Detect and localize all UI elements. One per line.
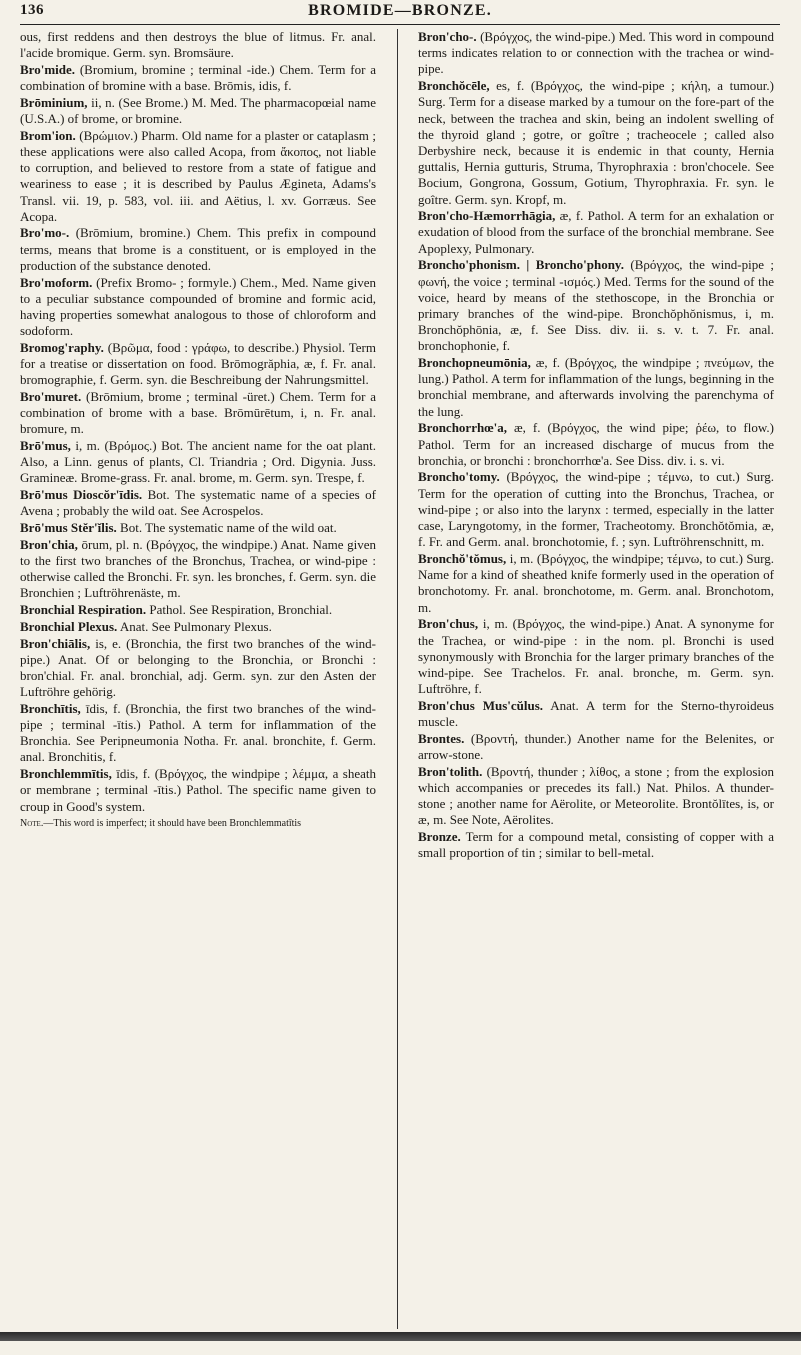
entry-definition: ii, n. (See Brome.) M. Med. The pharmacopœial name (U.S.A.) of brome, or bromine. xyxy=(20,94,376,127)
entry-definition: (Bromium, bromine ; terminal -ide.) Chem. Term for a combination of bromine with a base. Brōmis, idis, f. xyxy=(20,61,376,94)
dictionary-entry xyxy=(20,62,376,94)
dictionary-entry xyxy=(418,698,774,730)
entry-headword: Bro'mo-. xyxy=(20,225,70,241)
entry-headword: Bron'cho-. xyxy=(418,29,477,44)
entry-headword: Bron'chus, xyxy=(418,616,479,632)
entry-definition: es, f. (Βρόγχος, the wind-pipe ; κήλη, a tumour.) Surg. Term for a disease marked by a tumour on the fore-part of the neck, between the trachea and skin, being an indolent swelling of the thyroid gland ; gotre, or goître ; tracheocele ; called also Derbyshire neck, because it is endemic in that county, Hernia guttalis, Hernia gutturis, Struma, Thyrophraxia : bron'chocele. See Bocium, Gongrona, Gossum, Gotium, Thyrophraxia. Fr. syn. le goître. Germ. syn. Kropf, m. xyxy=(418,78,774,207)
entry-definition: Anat. A term for the Sterno-thyroideus muscle. xyxy=(418,697,774,730)
entry-definition: ōrum, pl. n. (Βρόγχος, the windpipe.) Anat. Name given to the first two branches of the Bronchus, Trachea, or wind-pipe : otherwise called the Bronchi. Fr. syn. les bronches, f. Germ. syn. die Bronchien ; Luftröhrenäste, m. xyxy=(20,536,376,601)
entry-headword: Bronze. xyxy=(418,828,461,844)
page-header xyxy=(20,2,780,25)
dictionary-entry xyxy=(418,257,774,354)
dictionary-entry xyxy=(418,616,774,697)
entry-definition: īdis, f. (Bronchia, the first two branches of the wind-pipe ; terminal -ītis.) Pathol. A term for inflammation of the Bronchia. See Peripneumonia Notha. Fr. anal. bronchite, f. Germ. anal. Bronchitis, f. xyxy=(20,700,376,765)
running-head: BROMIDE—BRONZE. xyxy=(308,2,492,19)
dictionary-entry xyxy=(20,275,376,340)
right-column xyxy=(418,29,774,1344)
dictionary-entry xyxy=(20,537,376,602)
entry-headword: Bro'moform. xyxy=(20,274,93,290)
entry-definition: i, m. (Βρόμος.) Bot. The ancient name for the oat plant. Also, a Linn. genus of plants, Cl. Triandria ; Ord. Digynia. Juss. Gramineæ. Brome-grass. Fr. anal. brome, m. Germ. syn. Trespe, f. xyxy=(20,438,376,486)
dictionary-entry xyxy=(20,225,376,274)
entry-headword: Bronchlemmītis, xyxy=(20,766,112,782)
entry-headword: Bron'tolith. xyxy=(418,763,483,779)
footnote-label: Note. xyxy=(20,817,44,829)
entry-headword: Bron'chiālis, xyxy=(20,635,91,651)
entry-definition: Anat. See Pulmonary Plexus. xyxy=(119,618,272,634)
dictionary-entry xyxy=(20,766,376,815)
entry-headword: Bronchopneumōnia, xyxy=(418,355,531,371)
dictionary-entry xyxy=(20,487,376,519)
entry-headword: Bronchŏcēle, xyxy=(418,78,490,94)
entry-definition: (Βρώμιον.) Pharm. Old name for a plaster or cataplasm ; these applications were also called Acopa, from ἄκοπος, not liable to corruption, and believed to restore from a state of fatigue and weariness to ease ; it is described by Paulus Ægineta, Adams's Transl. vii. 19, p. 583, vol. iii. and Aëtius, l. xv. Gorræus. See Acopa. xyxy=(20,127,376,224)
entry-headword: Bron'chia, xyxy=(20,536,78,552)
entry-headword: Bronchial Respiration. xyxy=(20,602,147,618)
entry-definition: (Brōmium, brome ; terminal -üret.) Chem. Term for a combination of brome with a base. Brōmūrētum, i, n. Fr. anal. bromure, m. xyxy=(20,388,376,437)
entry-headword: Brom'ion. xyxy=(20,127,76,143)
entry-headword: Bronchŏ'tŏmus, xyxy=(418,551,507,566)
entry-definition: (Βρῶμα, food : γράφω, to describe.) Physiol. Term for a treatise or dissertation on food. Brōmogrăphia, æ, f. Fr. anal. bromographie, f. Germ. syn. die Beschreibung der Nahrungsmittel. xyxy=(20,339,376,388)
entry-headword: Bron'cho-Hæmorrhāgia, xyxy=(418,208,556,224)
dictionary-entry xyxy=(20,520,376,536)
left-column xyxy=(20,29,376,1344)
dictionary-entry xyxy=(418,355,774,420)
entry-definition: (Brōmium, bromine.) Chem. This prefix in compound terms, means that brome is a constituent, or is employed in the production of the substance denoted. xyxy=(20,225,376,273)
dictionary-entry xyxy=(418,551,774,616)
dictionary-entry xyxy=(20,29,376,61)
entry-headword: Bronchītis, xyxy=(20,700,81,716)
entry-definition: ous, first reddens and then destroys the blue of litmus. Fr. anal. l'acide bromique. Germ. syn. Bromsäure. xyxy=(20,29,376,61)
dictionary-entry xyxy=(418,29,774,78)
entry-headword: Brontes. xyxy=(418,730,465,746)
entry-definition: æ, f. Pathol. A term for an exhalation or exudation of blood from the surface of the bronchial membrane. See Apoplexy, Pulmonary. xyxy=(418,208,774,256)
entry-definition: æ, f. (Βρόγχος, the windpipe ; πνεύμων, the lung.) Pathol. A term for inflammation of the lungs, beginning in the bronchial membrane, and afterwards involving the parenchyma of the lung. xyxy=(418,355,774,419)
dictionary-entry xyxy=(418,420,774,469)
entry-definition: i, m. (Βρόγχος, the windpipe; τέμνω, to cut.) Surg. Name for a kind of sheathed knife formerly used in the operation of bronchotomy. Fr. anal. bronchotome, m. Germ. anal. Bronchotom, m. xyxy=(418,551,774,615)
entry-definition: īdis, f. (Βρόγχος, the windpipe ; λέμμα, a sheath or membrane ; terminal -ītis.) Pathol. The specific name given to croup in Good's system. xyxy=(20,766,376,814)
dictionary-entry xyxy=(20,389,376,438)
entry-headword: Brōminium, xyxy=(20,94,88,110)
dictionary-entry xyxy=(20,95,376,127)
dictionary-entry xyxy=(418,829,774,861)
entry-headword: Broncho'phonism. | Broncho'phony. xyxy=(418,257,624,273)
entry-definition: Term for a compound metal, consisting of copper with a small proportion of tin ; similar to bell-metal. xyxy=(418,828,774,861)
entry-headword: Brō'mus Stĕr'ĭlis. xyxy=(20,520,117,536)
entry-definition: (Βροντή, thunder.) Another name for the Belenites, or arrow-stone. xyxy=(418,730,774,762)
entry-definition: (Prefix Bromo- ; formyle.) Chem., Med. Name given to a peculiar substance compounded of bromine and formic acid, having properties somewhat analogous to those of chloroform and sodoform. xyxy=(20,274,376,339)
footnote xyxy=(20,818,376,830)
entry-headword: Bromog'raphy. xyxy=(20,339,104,355)
dictionary-entry xyxy=(418,731,774,763)
dictionary-entry xyxy=(418,764,774,829)
footnote-text: —This word is imperfect; it should have been Bronchlemmatītis xyxy=(43,817,302,829)
entry-headword: Bronchial Plexus. xyxy=(20,618,118,634)
entry-definition: Bot. The systematic name of the wild oat. xyxy=(120,520,337,536)
dictionary-entry xyxy=(418,469,774,550)
dictionary-entry xyxy=(20,128,376,225)
dictionary-entry xyxy=(20,636,376,701)
entry-definition: is, e. (Bronchia, the first two branches of the wind-pipe.) Anat. Of or belonging to the Bronchia, or Bronchi : bron'chial. Fr. anal. bronchial, adj. Germ. syn. zur den Asten der Luftröhre gehörig. xyxy=(20,635,376,700)
entry-headword: Bronchorrhœ'a, xyxy=(418,420,507,436)
bottom-border xyxy=(0,1332,801,1341)
page-number: 136 xyxy=(20,2,44,18)
entry-definition: (Βρόγχος, the wind-pipe ; τέμνω, to cut.) Surg. Term for the operation of cutting into the Bronchus, Trachea, or wind-pipe ; or also into the larynx : termed, especially in the latter case, Laryngotomy, in the former, Tracheotomy. Bronchŏtŏmia, æ, f. Fr. and Germ. anal. bronchotomie, f. ; syn. Luftröhrenschnitt, m. xyxy=(418,469,774,550)
entry-definition: Bot. The systematic name of a species of Avena ; probably the wild oat. See Acrospelos. xyxy=(20,487,376,519)
dictionary-entry xyxy=(20,340,376,389)
entry-definition: i, m. (Βρόγχος, the wind-pipe.) Anat. A synonyme for the Trachea, or wind-pipe : in the nom. pl. Bronchi is used synonymously with Bronchia for the larger primary branches of the wind-pipe. See Trachelos. Fr. anal. bronche, m. Germ. syn. Luftröhre, f. xyxy=(418,616,774,697)
dictionary-entry xyxy=(20,619,376,635)
entry-headword: Bro'muret. xyxy=(20,388,82,404)
entry-definition: æ, f. (Βρόγχος, the wind pipe; ῥέω, to flow.) Pathol. Term for an increased discharge of mucus from the bronchia, or bronchi : bronchorrhœ'a. See Diss. div. i. s. vi. xyxy=(418,420,774,468)
dictionary-entry xyxy=(20,602,376,618)
entry-headword: Bron'chus Mus'cŭlus. xyxy=(418,697,544,713)
entry-headword: Broncho'tomy. xyxy=(418,469,500,485)
entry-definition: (Βρόγχος, the wind-pipe ; φωνή, the voice ; terminal -ισμός.) Med. Terms for the sound of the voice, heard by means of the stethoscope, in the Bronchia or primary branches of the wind-pipe. Bronchŏphŏnismus, i, m. Bronchŏphōnia, æ, f. See Diss. div. ii. s. v. t. 7. Fr. anal. bronchophonie, f. xyxy=(418,257,774,354)
entry-headword: Brō'mus, xyxy=(20,438,71,454)
column-divider xyxy=(397,29,398,1329)
entry-headword: Brō'mus Dioscŏr'īdis. xyxy=(20,487,143,503)
entry-definition: (Βρόγχος, the wind-pipe.) Med. This word in compound terms indicates relation to or connection with the trachea or wind-pipe. xyxy=(418,29,774,77)
dictionary-entry xyxy=(418,78,774,208)
dictionary-entry xyxy=(418,208,774,257)
entry-definition: (Βροντή, thunder ; λίθος, a stone ; from the explosion which accompanies or precedes its fall.) Nat. Philos. A thunder-stone ; another name for Aërolite, or Meteorolite. Brontŏlītes, is, or æ, m. See Note, Aërolites. xyxy=(418,763,774,828)
entry-headword: Bro'mide. xyxy=(20,61,76,77)
dictionary-entry xyxy=(20,438,376,487)
entry-definition: Pathol. See Respiration, Bronchial. xyxy=(149,602,333,618)
dictionary-entry xyxy=(20,701,376,766)
